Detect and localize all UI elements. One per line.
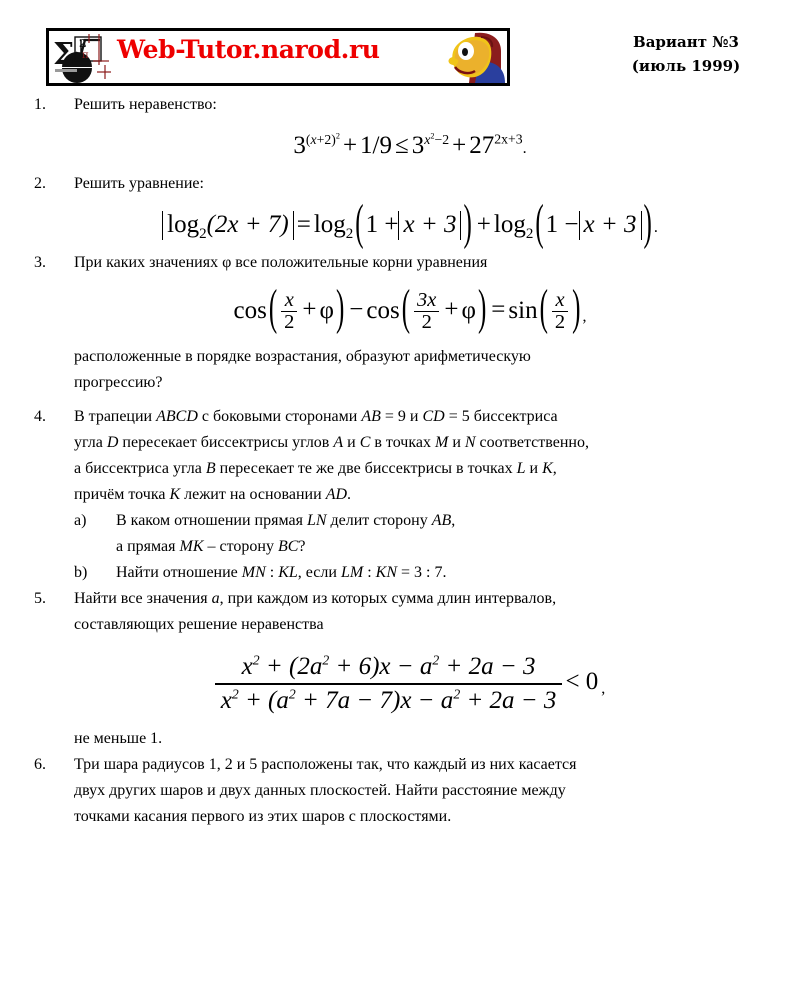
formula-relation: < 0 <box>565 668 599 696</box>
problem-3-text-after: все положительные корни уравнения <box>235 253 488 271</box>
formula-paren: ( <box>268 281 278 336</box>
formula-operator: + <box>444 296 459 324</box>
problem-3-formula <box>34 281 786 336</box>
sub-item-b-line-1: Найти отношение MN : KL, если LM : KN = 3 : 7. <box>116 563 447 581</box>
cos-symbol: cos <box>233 296 267 324</box>
problem-5-line-1: Найти все значения a, при каждом из которых сумма длин интервалов, <box>74 589 557 607</box>
log-base: 2 <box>345 225 354 242</box>
phi-symbol: φ <box>319 296 334 324</box>
sub-item-a-label: a) <box>74 511 87 529</box>
formula-period: . <box>653 218 658 236</box>
formula-relation: ≤ <box>395 132 409 159</box>
svg-text:π: π <box>82 50 89 61</box>
formula-comma: , <box>601 679 606 697</box>
formula-paren: ) <box>335 281 345 336</box>
formula-comma: , <box>582 307 587 325</box>
fraction-numerator: x <box>555 288 565 311</box>
sigma-sqrt-logo-icon <box>51 31 113 83</box>
variant-header <box>586 30 786 78</box>
problem-5-line-3: не меньше 1. <box>74 729 163 747</box>
problem-1-number: 1. <box>34 96 46 113</box>
problem-1-formula <box>34 132 786 161</box>
problem-4-subitems <box>74 508 786 586</box>
formula-paren: ) <box>331 131 336 147</box>
svg-text:2: 2 <box>79 37 87 50</box>
problem-3-tail-line-2: прогрессию? <box>74 373 163 391</box>
absolute-value-group: x + 3 <box>398 211 461 240</box>
site-banner[interactable] <box>46 28 510 86</box>
problem-4-line-2: угла D пересекает биссектрисы углов A и C в точках M и N соответственно, <box>74 433 589 451</box>
formula-exponent: 2x+3 <box>494 131 523 147</box>
problem-1 <box>34 92 786 161</box>
problem-6-line-3: точками касания первого из этих шаров с плоскостями. <box>74 807 452 825</box>
problem-3 <box>34 250 786 404</box>
problem-4-number: 4. <box>34 407 46 425</box>
formula-exponent: 2 <box>335 131 340 141</box>
formula-operator: + <box>342 132 358 159</box>
formula-operator: + <box>476 210 491 238</box>
svg-text:Σ: Σ <box>53 37 75 72</box>
fraction-denominator: 2 <box>552 311 568 334</box>
sub-item-a <box>74 508 786 560</box>
formula-paren: ) <box>572 281 581 336</box>
formula-paren: ) <box>643 196 652 251</box>
problem-6-line-1: Три шара радиусов 1, 2 и 5 расположены так, что каждый из них касается <box>74 755 577 773</box>
problem-4-line-1: В трапеции ABCD с боковыми сторонами AB = 9 и CD = 5 биссектриса <box>74 407 558 425</box>
problem-6 <box>34 752 786 830</box>
formula-term: 3 <box>411 132 425 159</box>
formula-var: x <box>310 131 317 147</box>
cartoon-face-icon <box>445 31 507 83</box>
log-symbol: log <box>167 210 200 238</box>
formula-relation: = <box>491 296 506 324</box>
fraction-numerator: 3x <box>417 288 437 311</box>
formula-operator: + <box>302 296 317 324</box>
absolute-value-group: x + 3 <box>579 211 642 240</box>
problem-4 <box>34 404 786 586</box>
log-symbol: log <box>493 210 526 238</box>
log-argument: (2x + 7) <box>206 210 289 238</box>
formula-term: +2 <box>316 131 332 147</box>
absolute-value-group <box>162 211 294 240</box>
cos-symbol: cos <box>366 296 400 324</box>
phi-symbol: φ <box>461 296 476 324</box>
log-base: 2 <box>199 225 207 242</box>
problems-list <box>0 92 800 830</box>
formula-period: . <box>522 140 527 157</box>
formula-paren: ( <box>305 131 311 147</box>
formula-paren: ( <box>401 281 411 336</box>
problem-5-number: 5. <box>34 589 46 607</box>
fraction-denominator: 2 <box>281 311 297 334</box>
formula-exponent: 2 <box>430 131 435 141</box>
fraction <box>281 290 297 334</box>
fraction-numerator: x <box>284 288 294 311</box>
formula-paren: ) <box>463 196 472 251</box>
problem-1-text: Решить неравенство: <box>74 96 217 113</box>
formula-paren: ( <box>355 196 364 251</box>
sin-symbol: sin <box>508 296 538 324</box>
problem-3-number: 3. <box>34 253 46 271</box>
fraction <box>552 290 568 334</box>
sub-item-a-line-2: а прямая MK – сторону BC? <box>116 537 306 555</box>
formula-term: 1 − <box>545 210 579 238</box>
sub-item-b <box>74 560 786 586</box>
problem-4-line-3: а биссектриса угла B пересекает те же две биссектрисы в точках L и K, <box>74 459 557 477</box>
formula-paren: ( <box>535 196 544 251</box>
phi-symbol: φ <box>222 253 232 271</box>
page-header <box>0 0 800 92</box>
problem-2-number: 2. <box>34 174 46 192</box>
formula-paren: ( <box>539 281 548 336</box>
fraction-denominator: $x^2 + (a^2 + 7a - 7)x - a^2 + 2a - 3$ <box>215 683 563 716</box>
sub-item-a-line-1: В каком отношении прямая LN делит сторону AB, <box>116 511 456 529</box>
problem-4-line-4: причём точка K лежит на основании AD. <box>74 485 352 503</box>
problem-5-formula <box>34 652 786 716</box>
formula-operator: + <box>452 132 467 159</box>
log-base: 2 <box>525 225 534 242</box>
problem-5-line-2: составляющих решение неравенства <box>74 615 324 633</box>
fraction <box>215 652 563 716</box>
formula-operator: − <box>349 296 364 324</box>
formula-term: 1/9 <box>360 132 392 159</box>
banner-title: Web-Tutor.narod.ru <box>117 35 380 64</box>
problem-3-tail-line-1: расположенные в порядке возрастания, образуют арифметическую <box>74 347 531 365</box>
problem-6-number: 6. <box>34 755 46 773</box>
formula-relation: = <box>296 210 311 238</box>
formula-term: 3 <box>293 132 306 159</box>
variant-date: (июль 1999) <box>631 57 741 75</box>
fraction <box>414 290 439 334</box>
problem-3-text-before: При каких значениях <box>74 253 219 271</box>
sub-item-b-label: b) <box>74 563 88 581</box>
problem-6-line-2: двух других шаров и двух данных плоскостей. Найти расстояние между <box>74 781 566 799</box>
fraction-numerator: $x^2 + (2a^2 + 6)x - a^2 + 2a - 3$ <box>241 652 536 680</box>
problem-2-formula <box>34 196 786 251</box>
problem-2-text: Решить уравнение: <box>74 174 204 192</box>
formula-term: −2 <box>434 131 450 147</box>
fraction-denominator: 2 <box>414 311 439 334</box>
problem-2 <box>34 171 786 251</box>
formula-term: 27 <box>469 132 495 159</box>
problem-5 <box>34 586 786 752</box>
formula-var: x <box>424 131 431 147</box>
log-symbol: log <box>313 210 346 238</box>
formula-paren: ) <box>477 281 487 336</box>
problem-3-text <box>74 250 786 276</box>
variant-number: Вариант №3 <box>633 33 739 51</box>
formula-term: 1 + <box>365 210 399 238</box>
